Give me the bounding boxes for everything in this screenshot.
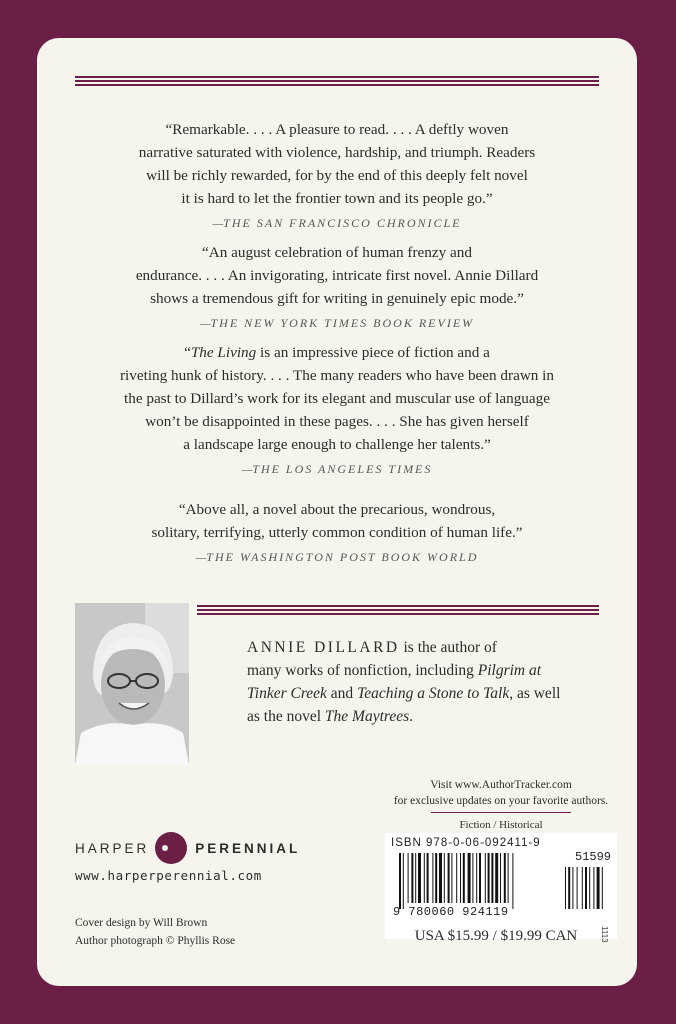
- barcode-box: [385, 833, 617, 939]
- author-tracker: Visit www.AuthorTracker.com for exclusive updates on your favorite authors. Fiction / Historical: [385, 777, 617, 833]
- barcode-bars: [385, 833, 617, 939]
- publisher-logo: HARPER PERENNIAL: [75, 831, 300, 865]
- quote-4: “Above all, a novel about the precarious, wondrous, solitary, terrifying, utterly common condition of human life.” —THE WASHINGTON POST BOOK WORLD: [37, 498, 637, 569]
- isbn-text: ISBN 978-0-06-092411-9: [391, 837, 541, 849]
- bio-rule: [197, 605, 599, 617]
- genre: Fiction / Historical: [459, 819, 543, 831]
- author-bio: ANNIE DILLARD is the author of many works of nonfiction, including Pilgrim at Tinker Creek and Teaching a Stone to Talk, as well as the novel The Maytrees.: [247, 639, 561, 725]
- price: USA $15.99 / $19.99 CAN: [414, 928, 578, 944]
- quote-source: —THE NEW YORK TIMES BOOK REVIEW: [199, 316, 475, 330]
- author-photo: [75, 603, 189, 765]
- back-cover-panel: [37, 38, 637, 986]
- publisher-url: www.harperperennial.com: [75, 868, 262, 883]
- price-addon: 51599: [575, 850, 612, 864]
- tracker-divider: [431, 812, 571, 813]
- quote-source: —THE SAN FRANCISCO CHRONICLE: [212, 216, 462, 230]
- ean-number: 9 780060 924119: [393, 905, 509, 919]
- author-name: ANNIE DILLARD: [247, 639, 400, 656]
- top-rule: [75, 76, 599, 88]
- quote-source: —THE WASHINGTON POST BOOK WORLD: [195, 550, 479, 564]
- quote-1: “Remarkable. . . . A pleasure to read. . . . A deftly woven narrative saturated with violence, hardship, and triumph. Readers will be richly rewarded, for by the end of this deeply felt novel it is hard to let the frontier town and its people go.” —THE SAN FRANCISCO CHRONICLE: [37, 118, 637, 235]
- perennial-logo-icon: [155, 832, 187, 864]
- small-code: 1113: [600, 926, 609, 943]
- quote-2: “An august celebration of human frenzy and endurance. . . . An invigorating, intricate first novel. Annie Dillard shows a tremendous gift for writing in genuinely epic mode.” —THE NEW YORK TIMES BOOK REVIEW: [37, 241, 637, 335]
- quote-3: “The Living is an impressive piece of fiction and a riveting hunk of history. . . . The many readers who have been drawn in the past to Dillard’s work for its elegant and muscular use of language won’t be disappointed in these pages. . . . She has given herself a landscape large enough to challenge her talents.” —THE LOS ANGELES TIMES: [37, 341, 637, 481]
- quote-source: —THE LOS ANGELES TIMES: [241, 462, 433, 476]
- credits: Cover design by Will Brown Author photograph © Phyllis Rose: [75, 917, 236, 947]
